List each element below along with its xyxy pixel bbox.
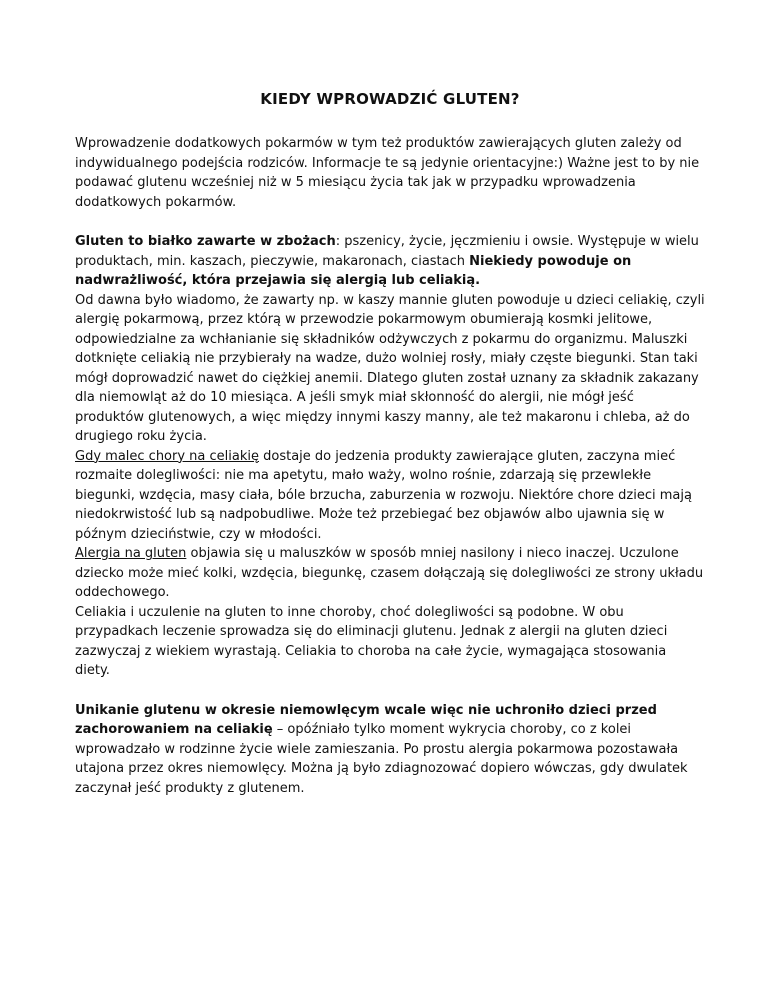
document-page — [75, 90, 705, 798]
celiac-symptoms-text: dostaje do jedzenia produkty zawierające gluten, zaczyna mieć rozmaite dolegliwości: nie ma apetytu, mało waży, wolno rośnie, zdarzają się przewlekłe biegunki, wzdęcia, masy ciała, bóle brzucha, zaburzenia w rozwoju. Niektóre chore dzieci mają niedokrwistość lub są nadpobudliwe. Może też przebiegać bez objawów albo ujawnia się w późnym dzieciństwie, czy w młodości. — [75, 448, 692, 542]
celiac-child-underlined: Gdy malec chory na celiakię — [75, 448, 259, 464]
gluten-description-paragraph — [75, 232, 705, 681]
intro-paragraph: Wprowadzenie dodatkowych pokarmów w tym też produktów zawierających gluten zależy od indywidualnego podejścia rodziców. Informacje te są jedynie orientacyjne:) Ważne jest to by nie podawać glutenu wcześniej niż w 5 miesiącu życia tak jak w przypadku wprowadzenia dodatkowych pokarmów. — [75, 136, 700, 210]
conclusion-text: – opóźniało tylko moment wykrycia choroby, co z kolei wprowadzało w rodzinne życie wiele zamieszania. Po prostu alergia pokarmowa pozostawała utajona przez okres niemowlęcy. Można ją było zdiagnozować dopiero wówczas, gdy dwulatek zaczynał jeść produkty z glutenem. — [75, 722, 688, 796]
gluten-sensitivity-bold: Niekiedy powoduje on nadwrażliwość, która przejawia się alergią lub celiakią. — [75, 253, 632, 288]
gluten-allergy-underlined: Alergia na gluten — [75, 546, 187, 561]
conclusion-bold: Unikanie glutenu w okresie niemowlęcym wcale więc nie uchroniło dzieci przed zachorowaniem na celiakię — [75, 702, 657, 737]
conclusion-paragraph — [75, 701, 705, 799]
gluten-sources-text: : pszenicy, życie, jęczmieniu i owsie. Występuje w wielu produktach, min. kaszach, pieczywie, makaronach, ciastach — [75, 234, 699, 269]
allergy-symptoms-text: objawia się u maluszków w sposób mniej nasilony i nieco inaczej. Uczulone dziecko może mieć kolki, wzdęcia, biegunkę, czasem dołączają się dolegliwości ze strony układu oddechowego. — [75, 546, 704, 600]
document-title: KIEDY WPROWADZIĆ GLUTEN? — [260, 90, 520, 108]
gluten-definition-bold: Gluten to białko zawarte w zbożach — [75, 234, 336, 249]
celiac-vs-allergy-text: Celiakia i uczulenie na gluten to inne choroby, choć dolegliwości są podobne. W obu przypadkach leczenie sprowadza się do eliminacji glutenu. Jednak z alergii na gluten dzieci zazwyczaj z wiekiem wyrastają. Celiakia to choroba na całe życie, wymagająca stosowania diety. — [75, 604, 668, 678]
celiac-history-text: Od dawna było wiadomo, że zawarty np. w kaszy mannie gluten powoduje u dzieci celiakię, czyli alergię pokarmową, przez którą w przewodzie pokarmowym obumierają kosmki jelitowe, odpowiedzialne za wchłanianie się składników odżywczych z pokarmu do organizmu. Maluszki dotknięte celiakią nie przybierały na wadze, dużo wolniej rosły, miały częste biegunki. Stan taki mógł doprowadzić nawet do ciężkiej anemii. Dlatego gluten został uznany za składnik zakazany dla niemowląt aż do 10 miesiąca. A jeśli smyk miał skłonność do alergii, nie mógł jeść produktów glutenowych, a więc między innymi kaszy manny, ale też makaronu i chleba, aż do drugiego roku życia. — [75, 292, 705, 444]
